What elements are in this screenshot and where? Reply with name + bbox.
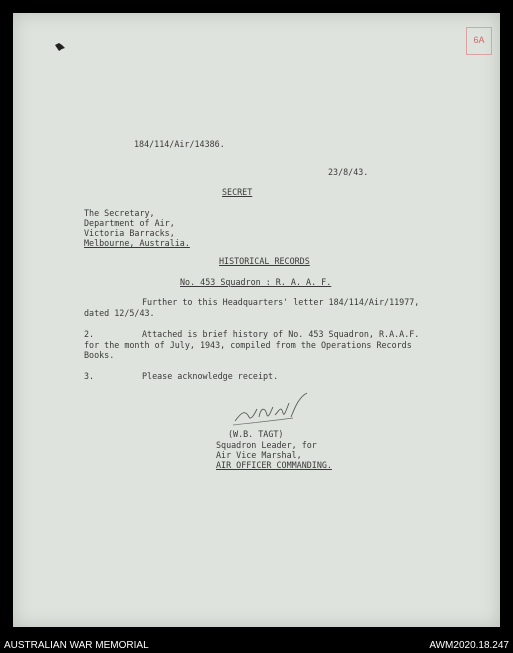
addressee-line: Department of Air, — [84, 218, 175, 228]
subject-heading: HISTORICAL RECORDS — [219, 256, 310, 266]
document-page — [13, 13, 500, 627]
addressee-line: Victoria Barracks, — [84, 228, 175, 238]
handwritten-signature-icon — [231, 391, 311, 429]
signatory-name: (W.B. TAGT) — [228, 429, 284, 439]
classification-heading: SECRET — [222, 187, 253, 197]
signatory-title: AIR OFFICER COMMANDING. — [216, 460, 332, 470]
paragraph-line: for the month of July, 1943, compiled from the Operations Records — [84, 340, 412, 350]
corner-page-mark: 6A — [466, 27, 492, 55]
paragraph-line: Books. — [84, 350, 115, 360]
paragraph-line: Attached is brief history of No. 453 Squadron, R.A.A.F. — [142, 329, 420, 339]
paragraph-number: 3. — [84, 371, 95, 381]
paragraph-number: 2. — [84, 329, 95, 339]
ink-blot-icon — [53, 42, 67, 52]
paragraph-line: dated 12/5/43. — [84, 308, 155, 318]
signatory-for: Air Vice Marshal, — [216, 450, 302, 460]
letter-date: 23/8/43. — [328, 167, 369, 177]
footer-left-label: AUSTRALIAN WAR MEMORIAL — [4, 640, 149, 651]
addressee-line: The Secretary, — [84, 208, 155, 218]
file-reference: 184/114/Air/14386. — [134, 139, 225, 149]
paragraph-line: Further to this Headquarters' letter 184/114/Air/11977, — [142, 297, 420, 307]
footer-right-label: AWM2020.18.247 — [429, 640, 509, 651]
paragraph-line: Please acknowledge receipt. — [142, 371, 279, 381]
subject-unit: No. 453 Squadron : R. A. A. F. — [180, 277, 332, 287]
signatory-rank: Squadron Leader, for — [216, 440, 317, 450]
addressee-line: Melbourne, Australia. — [84, 238, 190, 248]
